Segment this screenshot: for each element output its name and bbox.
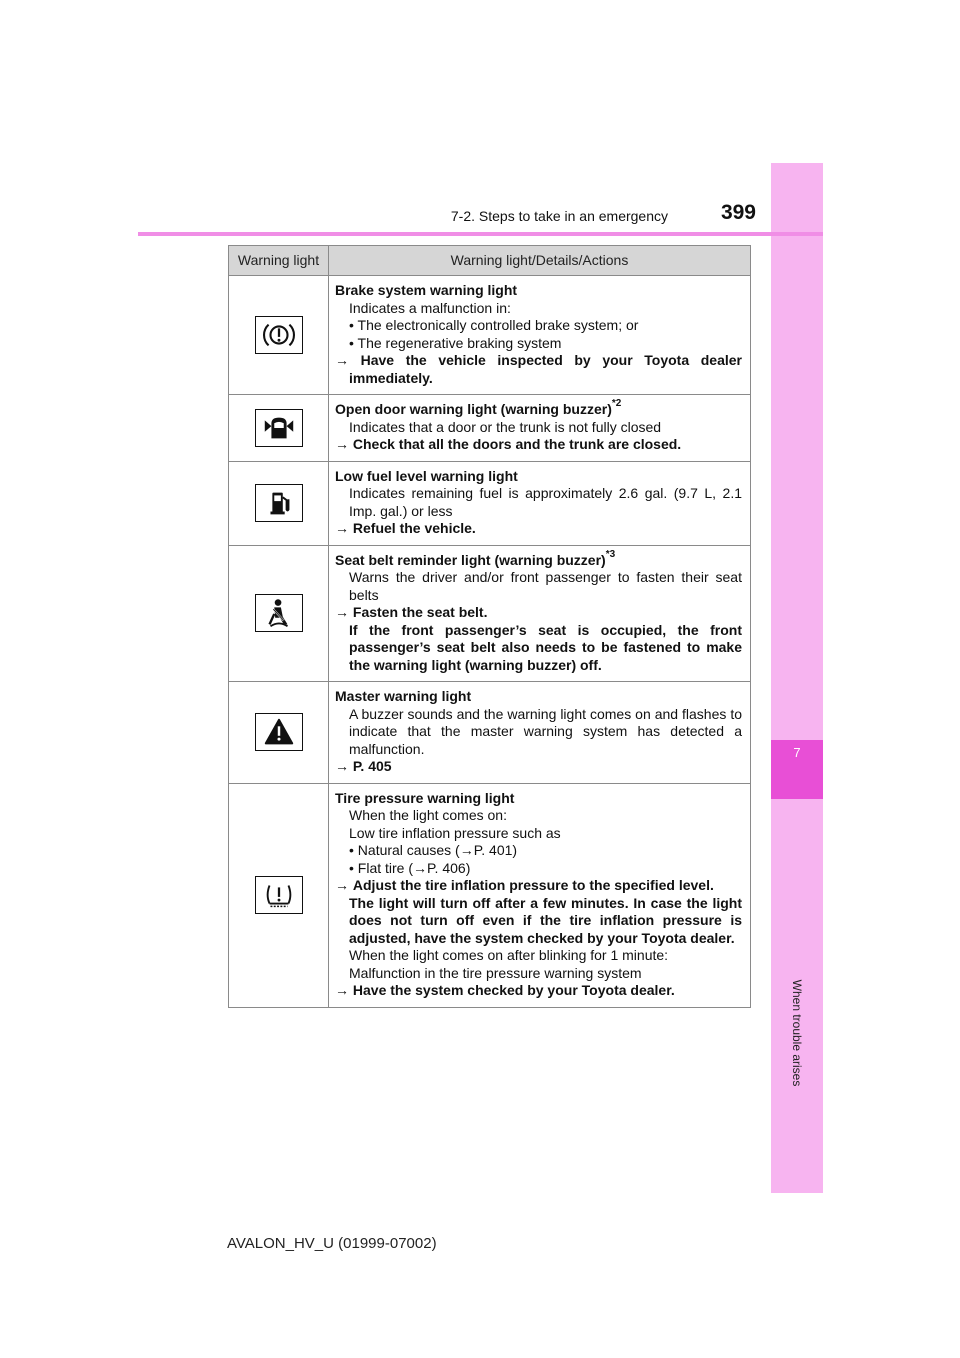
header-section-title: 7-2. Steps to take in an emergency	[450, 208, 668, 224]
row-title: Open door warning light (warning buzzer)$^{*2}$	[335, 398, 622, 417]
page-reference-link[interactable]: → P. 405	[335, 758, 392, 774]
tire-pressure-icon	[255, 876, 303, 914]
header-rule	[138, 232, 823, 236]
row-action-note: If the front passenger’s seat is occupied, the front passenger’s seat belt also needs to be fastened to make the warning light (warning buzzer) off.	[349, 621, 742, 673]
table-row	[229, 545, 751, 682]
row-title: Seat belt reminder light (warning buzzer)$^{*3}$	[335, 548, 616, 568]
chapter-section-name: When trouble arises	[790, 979, 804, 1087]
row-bullet: • Flat tire (→P. 406)	[349, 859, 471, 876]
row-detail: A buzzer sounds and the warning light comes on and flashes to indicate that the master warning system has detected a malfunction.	[349, 705, 742, 757]
row-action: → Have the system checked by your Toyota dealer.	[335, 982, 675, 998]
table-row	[229, 395, 751, 462]
chapter-side-tab	[771, 163, 823, 1193]
row-title: Master warning light	[335, 688, 472, 704]
row-bullet: • The regenerative braking system	[349, 334, 562, 351]
column-header-warning-light: Warning light	[229, 246, 329, 276]
row-title: Tire pressure warning light	[335, 789, 515, 806]
document-footer: AVALON_HV_U (01999-07002)	[227, 1235, 437, 1252]
warning-light-table	[228, 245, 751, 1008]
brake-warning-icon	[255, 316, 303, 354]
row-action: → Check that all the doors and the trunk are closed.	[335, 436, 682, 452]
row-detail: When the light comes on:	[349, 807, 507, 823]
table-row	[229, 461, 751, 545]
column-header-details: Warning light/Details/Actions	[329, 246, 751, 276]
row-bullet: • Natural causes (→P. 401)	[349, 842, 518, 858]
fuel-pump-icon	[255, 484, 303, 522]
row-detail: Warns the driver and/or front passenger to fasten their seat belts	[349, 569, 742, 603]
table-header-row	[229, 246, 751, 276]
row-title: Low fuel level warning light	[335, 467, 518, 484]
row-action: → Fasten the seat belt.	[335, 604, 488, 620]
row-detail: Low tire inflation pressure such as	[349, 824, 561, 841]
row-bullet: • The electronically controlled brake system; or	[349, 317, 639, 333]
row-detail: When the light comes on after blinking for 1 minute:	[349, 947, 669, 963]
row-title: Brake system warning light	[335, 282, 518, 298]
row-action-note: The light will turn off after a few minutes. In case the light does not turn off even if the tire inflation pressure is adjusted, have the system checked by your Toyota dealer.	[349, 894, 742, 946]
open-door-icon	[255, 409, 303, 447]
row-detail: Malfunction in the tire pressure warning system	[349, 964, 642, 981]
master-warning-icon	[255, 713, 303, 751]
row-detail: Indicates a malfunction in:	[349, 299, 511, 316]
table-row	[229, 682, 751, 784]
seat-belt-icon	[255, 594, 303, 632]
table-row	[229, 276, 751, 395]
chapter-number: 7	[793, 745, 801, 760]
row-action: → Refuel the vehicle.	[335, 520, 476, 536]
table-row	[229, 783, 751, 1007]
row-action: → Adjust the tire inflation pressure to the specified level.	[335, 877, 714, 893]
row-action: → Have the vehicle inspected by your Toyota dealer immediately.	[335, 352, 742, 386]
row-detail: Indicates that a door or the trunk is not fully closed	[349, 418, 662, 435]
page-number: 399	[720, 201, 756, 224]
row-detail: Indicates remaining fuel is approximately 2.6 gal. (9.7 L, 2.1 Imp. gal.) or less	[349, 485, 742, 519]
